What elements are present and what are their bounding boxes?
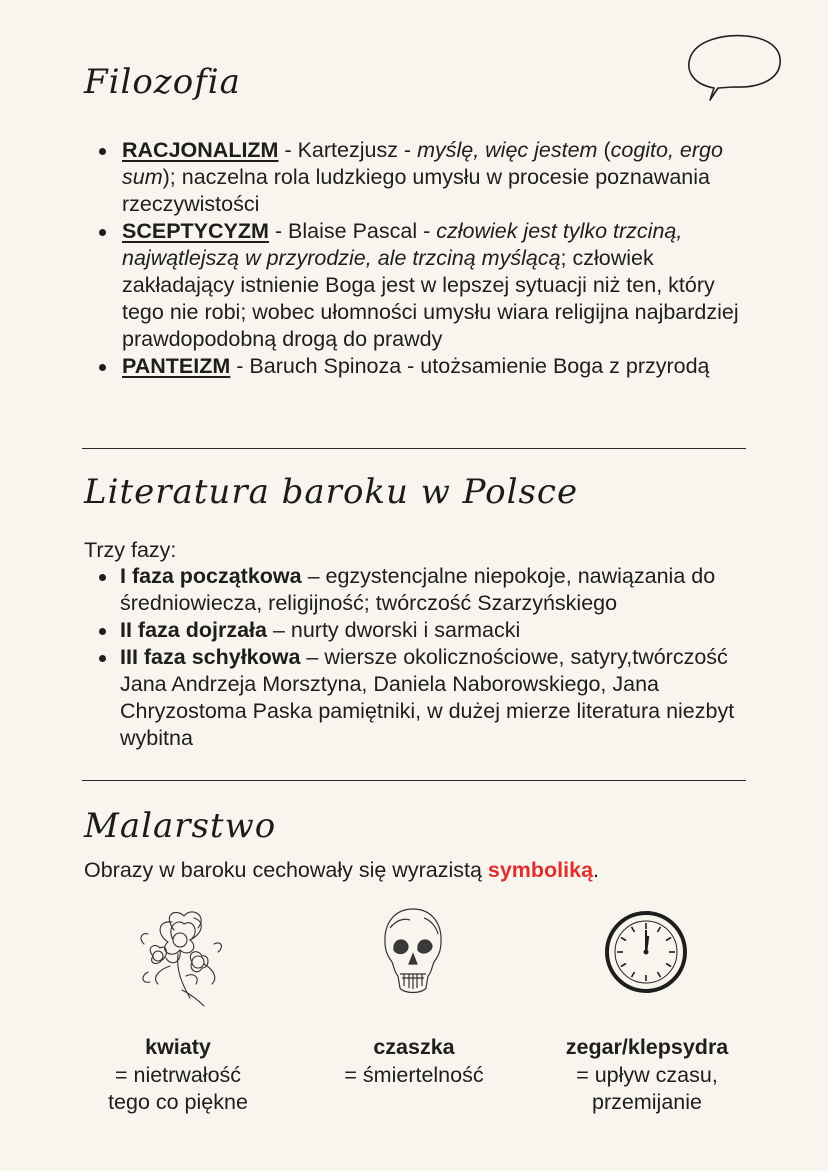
list-item <box>84 644 754 752</box>
section-heading-filozofia: Filozofia <box>84 62 241 102</box>
symbol-zegar <box>537 1034 757 1116</box>
divider <box>82 780 746 781</box>
flower-icon <box>128 904 230 1012</box>
symbol-meaning-2: tego co piękne <box>108 1090 248 1114</box>
intro-text: Obrazy w baroku cechowały się wyrazistą <box>84 858 488 882</box>
clock-icon <box>604 910 688 994</box>
quote: myślę, więc jestem <box>417 138 598 162</box>
item-text: ( <box>597 138 611 162</box>
symbol-meaning-2: przemijanie <box>592 1090 702 1114</box>
section-heading-literatura: Literatura baroku w Polsce <box>84 472 579 512</box>
phases-list <box>84 563 754 752</box>
speech-bubble-icon <box>684 30 784 102</box>
item-text: - Kartezjusz - <box>278 138 418 162</box>
phase-1-title: I faza początkowa <box>120 564 302 588</box>
term-racjonalizm: RACJONALIZM <box>122 138 279 162</box>
item-text: ; człowiek zakładający istnienie Boga jest w lepszej sytuacji niż ten, który tego nie robi; wobec ułomności umysłu wiara religijna najbardziej prawdopodobną drogą do prawdy <box>122 246 739 351</box>
list-item <box>84 563 754 617</box>
symbol-title: zegar/klepsydra <box>565 1035 729 1059</box>
section-heading-malarstwo: Malarstwo <box>84 806 277 846</box>
quote: człowiek jest tylko trzciną, najwątlejszą w przyrodzie, ale trzciną myślącą <box>122 219 683 270</box>
divider <box>82 448 746 449</box>
list-item <box>84 137 754 218</box>
symbol-czaszka <box>304 1034 524 1089</box>
list-item <box>84 617 754 644</box>
symbol-kwiaty <box>68 1034 288 1116</box>
symbol-meaning: = śmiertelność <box>344 1063 484 1087</box>
symbol-meaning: = upływ czasu, <box>576 1063 718 1087</box>
symbol-meaning: = nietrwałość <box>114 1063 242 1087</box>
item-text: - Baruch Spinoza - utożsamienie Boga z przyrodą <box>230 354 710 378</box>
item-text: ); naczelna rola ludzkiego umysłu w procesie poznawania rzeczywistości <box>122 165 710 216</box>
highlight-symbolika: symboliką <box>487 858 594 882</box>
philosophy-list <box>84 137 754 380</box>
phase-2-text: – nurty dworski i sarmacki <box>266 618 521 642</box>
phase-3-text: – wiersze okolicznościowe, satyry,twórczość Jana Andrzeja Morsztyna, Daniela Naborowskiego, Jana Chryzostoma Paska pamiętniki, w dużej mierze literatura niezbyt wybitna <box>120 645 735 750</box>
list-item <box>84 353 754 380</box>
symbol-title: czaszka <box>373 1035 455 1059</box>
phase-2-title: II faza dojrzała <box>120 618 267 642</box>
quote: cogito, ergo sum <box>122 138 723 189</box>
painting-intro <box>84 858 599 883</box>
intro-end: . <box>593 858 600 882</box>
phase-1-text: – egzystencjalne niepokoje, nawiązania do średniowiecza, religijność; twórczość Szarzyńskiego <box>120 564 716 615</box>
term-sceptycyzm: SCEPTYCYZM <box>122 219 269 243</box>
term-panteizm: PANTEIZM <box>122 354 231 378</box>
phases-intro: Trzy fazy: <box>84 538 177 562</box>
phase-3-title: III faza schyłkowa <box>120 645 301 669</box>
symbol-title: kwiaty <box>145 1035 211 1059</box>
item-text: - Blaise Pascal - <box>268 219 437 243</box>
skull-icon <box>380 906 446 998</box>
list-item <box>84 218 754 353</box>
